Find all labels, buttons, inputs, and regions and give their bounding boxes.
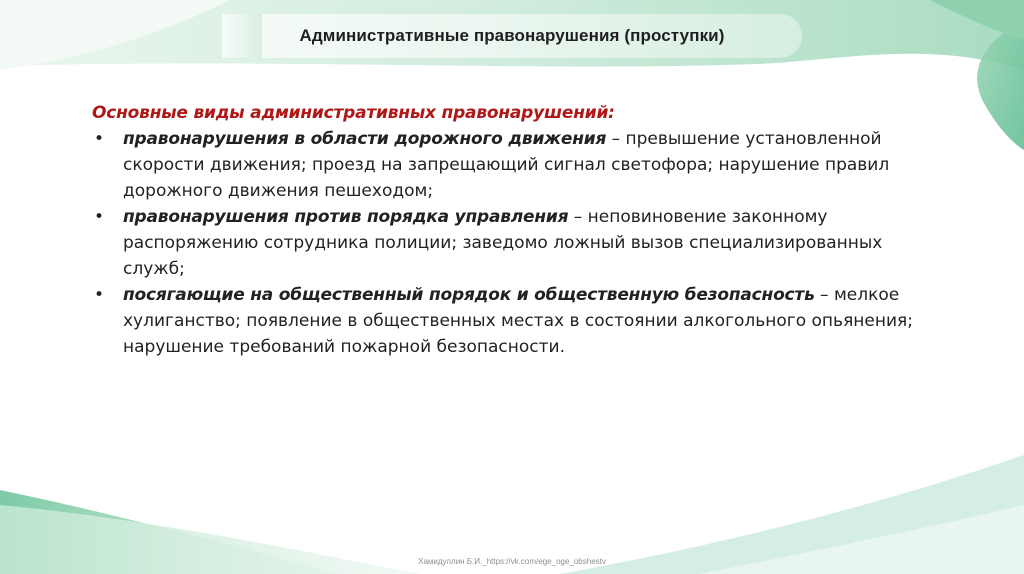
item-description: – превышение установленной скорости движения; проезд на запрещающий сигнал светофора; нарушение правил дорожного движения пешеходом; bbox=[123, 129, 890, 201]
list-item bbox=[92, 126, 932, 204]
item-term: посягающие на общественный порядок и общественную безопасность bbox=[123, 285, 815, 305]
title-bar bbox=[222, 14, 802, 58]
offense-list bbox=[92, 126, 932, 360]
slide-content bbox=[92, 100, 932, 360]
bullet-icon: • bbox=[94, 129, 105, 149]
footer-credit: Хамидуллин Б.И._https://vk.com/ege_oge_obshestv bbox=[418, 557, 606, 566]
list-item bbox=[92, 204, 932, 282]
section-heading: Основные виды административных правонарушений: bbox=[92, 103, 615, 123]
item-term: правонарушения в области дорожного движения bbox=[123, 129, 607, 149]
bullet-icon: • bbox=[94, 207, 105, 227]
page-title: Административные правонарушения (проступки) bbox=[299, 26, 725, 45]
item-term: правонарушения против порядка управления bbox=[123, 207, 569, 227]
bullet-icon: • bbox=[94, 285, 105, 305]
item-description: – мелкое хулиганство; появление в общественных местах в состоянии алкогольного опьянения; нарушение требований пожарной безопасности. bbox=[123, 285, 913, 357]
list-item bbox=[92, 282, 932, 360]
item-description: – неповиновение законному распоряжению сотрудника полиции; заведомо ложный вызов специализированных служб; bbox=[123, 207, 883, 279]
